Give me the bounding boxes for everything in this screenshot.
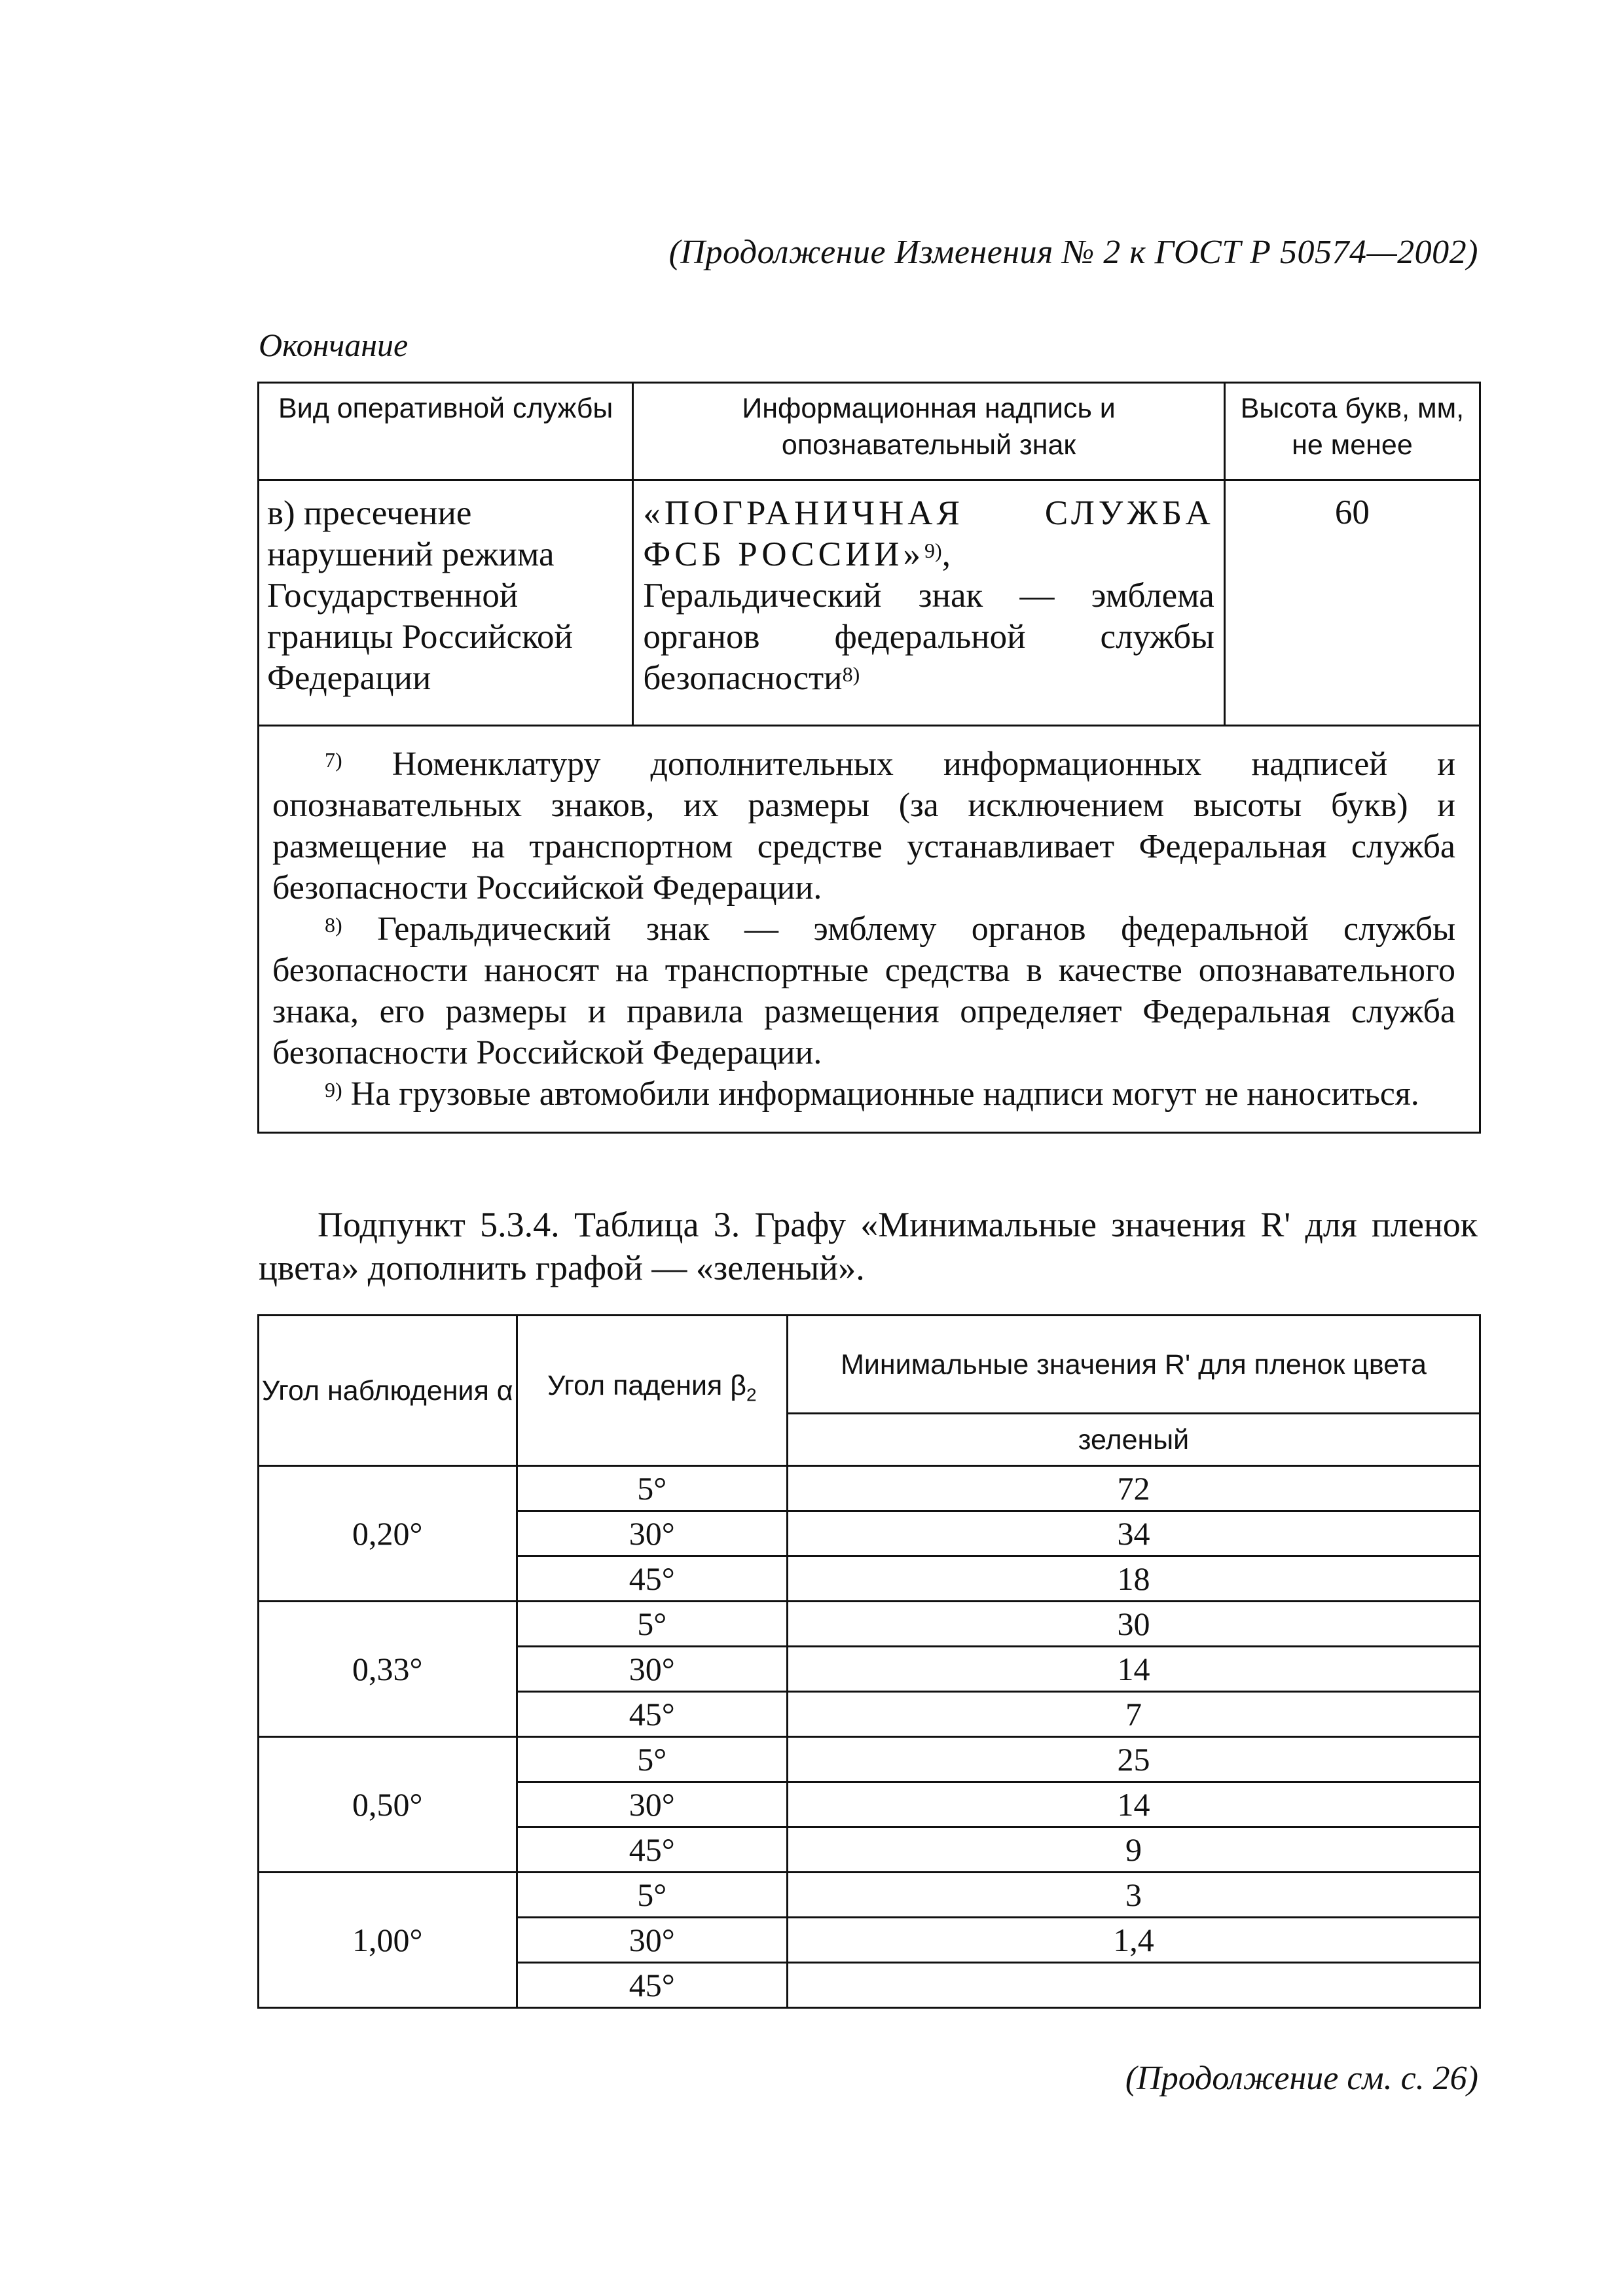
footnotes-row — [259, 726, 1480, 1133]
incidence-angle-cell: 5° — [517, 1737, 787, 1782]
footnote-text: Номенклатуру дополнительных информационных надписей и опознавательных знаков, их размеры (за исключением высоты букв) и размещение на транспортном средстве устанавливает Федеральная служба безопасности Российской Федерации. — [272, 745, 1455, 906]
green-value-cell: 25 — [787, 1737, 1480, 1782]
service-cell: в) пресечение нарушений режима Государственной границы Российской Федерации — [259, 480, 633, 726]
incidence-angle-cell: 45° — [517, 1556, 787, 1602]
heraldic-sign-text: Геральдический знак — эмблема органов федеральной службы безопасности — [643, 577, 1214, 697]
inscription-comma: , — [941, 535, 951, 573]
inscription-cell — [633, 480, 1224, 726]
incidence-angle-cell: 45° — [517, 1692, 787, 1737]
incidence-angle-cell: 30° — [517, 1511, 787, 1556]
table-row — [259, 1466, 1480, 1511]
incidence-angle-cell: 45° — [517, 1963, 787, 2008]
document-reference-header: (Продолжение Изменения № 2 к ГОСТ Р 50574—2002) — [668, 234, 1478, 271]
incidence-angle-cell: 30° — [517, 1782, 787, 1827]
ending-label: Окончание — [259, 327, 409, 363]
subclause-paragraph: Подпункт 5.3.4. Таблица 3. Графу «Минимальные значения R' для пленок цвета» дополнить графой — «зеленый». — [259, 1205, 1478, 1287]
footnote-text: На грузовые автомобили информационные надписи могут не наноситься. — [350, 1075, 1419, 1113]
green-value-cell: 72 — [787, 1466, 1480, 1511]
green-value-cell: 14 — [787, 1782, 1480, 1827]
observation-angle-cell: 0,20° — [259, 1466, 517, 1602]
footnote-ref-9: 9) — [924, 539, 942, 562]
continuation-note: (Продолжение см. с. 26) — [1125, 2060, 1478, 2097]
green-value-cell: 1,4 — [787, 1918, 1480, 1963]
col-header-incidence-angle — [517, 1316, 787, 1466]
incidence-angle-cell: 5° — [517, 1602, 787, 1647]
table-header-row — [259, 1316, 1480, 1414]
green-value-cell: 7 — [787, 1692, 1480, 1737]
observation-angle-cell: 0,33° — [259, 1602, 517, 1737]
green-value-cell: 14 — [787, 1647, 1480, 1692]
col-header-service: Вид оперативной службы — [259, 383, 633, 480]
footnote-7 — [272, 744, 1455, 908]
footnote-9 — [272, 1073, 1455, 1115]
col-subheader-green: зеленый — [787, 1414, 1480, 1466]
incidence-angle-cell: 30° — [517, 1647, 787, 1692]
green-value-cell: 9 — [787, 1827, 1480, 1873]
footnote-marker: 7) — [325, 748, 342, 772]
footnote-8 — [272, 908, 1455, 1073]
footnote-marker: 9) — [325, 1078, 342, 1102]
observation-angle-cell: 0,50° — [259, 1737, 517, 1873]
incidence-angle-cell: 30° — [517, 1918, 787, 1963]
letter-height-cell: 60 — [1224, 480, 1480, 726]
col-header-inscription: Информационная надпись и опознавательный знак — [633, 383, 1224, 480]
incidence-header-text: Угол падения β — [547, 1370, 747, 1402]
footnote-marker: 8) — [325, 913, 342, 937]
footnotes-cell — [259, 726, 1480, 1133]
incidence-angle-cell: 5° — [517, 1466, 787, 1511]
green-value-cell — [787, 1963, 1480, 2008]
table-row — [259, 1737, 1480, 1782]
table-row — [259, 1873, 1480, 1918]
operational-service-table — [257, 382, 1481, 1134]
incidence-header-subscript: 2 — [746, 1384, 757, 1405]
footnote-text: Геральдический знак — эмблему органов федеральной службы безопасности наносят на транспортные средства в качестве опознавательного знака, его размеры и правила размещения определяет Федеральная служба безопасности Российской Федерации. — [272, 910, 1456, 1071]
incidence-angle-cell: 5° — [517, 1873, 787, 1918]
green-value-cell: 34 — [787, 1511, 1480, 1556]
green-value-cell: 30 — [787, 1602, 1480, 1647]
observation-angle-cell: 1,00° — [259, 1873, 517, 2008]
incidence-angle-cell: 45° — [517, 1827, 787, 1873]
col-header-min-values: Минимальные значения R' для пленок цвета — [787, 1316, 1480, 1414]
inscription-caps: «ПОГРАНИЧНАЯ СЛУЖБА ФСБ РОССИИ» — [643, 494, 1214, 573]
retroreflection-table — [257, 1314, 1481, 2009]
table-row — [259, 480, 1480, 726]
table-row — [259, 1602, 1480, 1647]
footnote-ref-8: 8) — [842, 662, 860, 686]
table-header-row — [259, 383, 1480, 480]
green-value-cell: 18 — [787, 1556, 1480, 1602]
green-value-cell: 3 — [787, 1873, 1480, 1918]
col-header-observation-angle: Угол наблюдения α — [259, 1316, 517, 1466]
col-header-letter-height: Высота букв, мм, не менее — [1224, 383, 1480, 480]
